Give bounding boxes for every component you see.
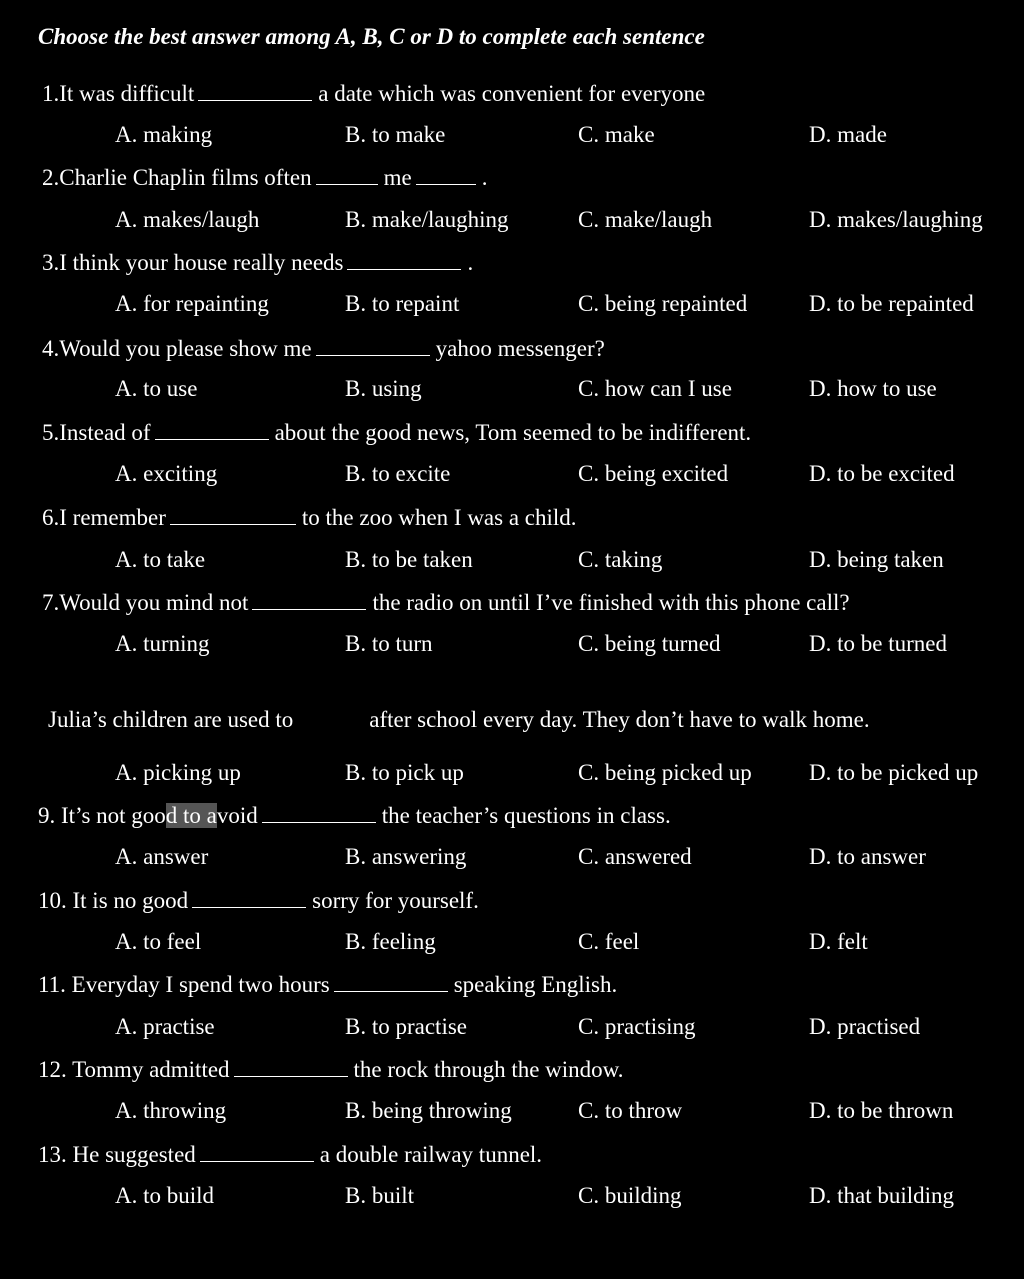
question-text-cont: . (467, 250, 474, 275)
option-c[interactable]: C. being repainted (578, 291, 748, 316)
question-number: 5. (42, 420, 60, 445)
question-text: Charlie Chaplin films often (59, 165, 312, 190)
question-text-cont: the rock through the window. (353, 1057, 624, 1082)
option-c[interactable]: C. practising (578, 1014, 696, 1039)
option-d[interactable]: D. to be excited (809, 461, 955, 486)
question-text: I think your house really needs (59, 250, 344, 275)
option-a[interactable]: A. turning (115, 631, 210, 656)
option-b[interactable]: B. to pick up (345, 760, 464, 785)
option-d[interactable]: D. to be picked up (809, 760, 979, 785)
answer-blank (316, 333, 430, 356)
option-d[interactable]: D. to be turned (809, 631, 947, 656)
question-text: Would you mind not (59, 590, 249, 615)
option-c[interactable]: C. make/laugh (578, 207, 713, 232)
question-text-cont: sorry for yourself. (312, 888, 479, 913)
option-d[interactable]: D. to be repainted (809, 291, 974, 316)
question-text-tail: void (216, 803, 258, 828)
question-number: 11. (38, 972, 66, 997)
question-number: 7. (42, 590, 60, 615)
option-a[interactable]: A. practise (115, 1014, 215, 1039)
option-a[interactable]: A. for repainting (115, 291, 269, 316)
option-a[interactable]: A. throwing (115, 1098, 227, 1123)
answer-blank (155, 417, 269, 440)
option-a[interactable]: A. to use (115, 376, 198, 401)
option-a[interactable]: A. makes/laugh (115, 207, 260, 232)
question-12 (38, 1054, 624, 1085)
option-c[interactable]: C. being excited (578, 461, 729, 486)
option-d[interactable]: D. practised (809, 1014, 921, 1039)
answer-blank (192, 885, 306, 908)
option-b[interactable]: B. being throwing (345, 1098, 512, 1123)
answer-blank (198, 78, 312, 101)
question-1 (42, 78, 705, 109)
option-d[interactable]: D. being taken (809, 547, 944, 572)
question-number: 13. (38, 1142, 67, 1167)
option-b[interactable]: B. to make (345, 122, 446, 147)
option-c[interactable]: C. make (578, 122, 655, 147)
answer-blank (316, 162, 378, 185)
option-c[interactable]: C. how can I use (578, 376, 732, 401)
question-number: 4. (42, 336, 60, 361)
answer-blank (200, 1139, 314, 1162)
question-text-cont: the teacher’s questions in class. (381, 803, 671, 828)
question-5 (42, 417, 751, 448)
option-c[interactable]: C. feel (578, 929, 640, 954)
option-b[interactable]: B. feeling (345, 929, 436, 954)
option-d[interactable]: D. felt (809, 929, 868, 954)
question-8 (48, 705, 870, 735)
option-c[interactable]: C. building (578, 1183, 682, 1208)
question-text: Julia’s children are used to (48, 707, 294, 732)
answer-blank (170, 502, 296, 525)
option-c[interactable]: C. being picked up (578, 760, 752, 785)
question-text: Would you please show me (59, 336, 312, 361)
answer-blank-2 (416, 162, 476, 185)
question-text-cont: yahoo messenger? (435, 336, 605, 361)
question-text-cont: a double railway tunnel. (319, 1142, 543, 1167)
question-number: 1. (42, 81, 60, 106)
question-2 (42, 162, 487, 193)
question-3 (42, 247, 473, 278)
answer-blank (234, 1054, 348, 1077)
question-4 (42, 333, 605, 364)
question-text-end: . (481, 165, 488, 190)
option-b[interactable]: B. built (345, 1183, 415, 1208)
option-d[interactable]: D. to answer (809, 844, 926, 869)
option-d[interactable]: D. made (809, 122, 887, 147)
question-6 (42, 502, 577, 533)
question-9 (38, 800, 671, 831)
question-text-cont: the radio on until I’ve finished with this phone call? (372, 590, 850, 615)
question-number: 6. (42, 505, 60, 530)
question-text: It was difficult (59, 81, 195, 106)
answer-blank (262, 800, 376, 823)
question-number: 2. (42, 165, 60, 190)
option-d[interactable]: D. how to use (809, 376, 937, 401)
question-11 (38, 969, 617, 1000)
option-c[interactable]: C. to throw (578, 1098, 683, 1123)
question-text-cont: a date which was convenient for everyone (318, 81, 706, 106)
instruction-heading: Choose the best answer among A, B, C or D to complete each sentence (38, 24, 705, 49)
answer-blank (252, 587, 366, 610)
question-text: I remember (59, 505, 166, 530)
option-b[interactable]: B. to be taken (345, 547, 473, 572)
option-b[interactable]: B. make/laughing (345, 207, 509, 232)
question-text-cont: to the zoo when I was a child. (301, 505, 577, 530)
option-b[interactable]: B. to turn (345, 631, 433, 656)
option-a[interactable]: A. to build (115, 1183, 215, 1208)
option-b[interactable]: B. to repaint (345, 291, 460, 316)
question-number: 12. (38, 1057, 67, 1082)
answer-blank (347, 247, 461, 270)
option-c[interactable]: C. answered (578, 844, 692, 869)
question-text-cont: about the good news, Tom seemed to be indifferent. (274, 420, 752, 445)
option-c[interactable]: C. being turned (578, 631, 721, 656)
question-7 (42, 587, 850, 618)
option-d[interactable]: D. to be thrown (809, 1098, 954, 1123)
answer-blank (334, 969, 448, 992)
option-a[interactable]: A. to take (115, 547, 206, 572)
question-text: It is no good (72, 888, 189, 913)
option-a[interactable]: A. making (115, 122, 213, 147)
option-a[interactable]: A. exciting (115, 461, 218, 486)
question-number: 3. (42, 250, 60, 275)
option-a[interactable]: A. to feel (115, 929, 202, 954)
option-a[interactable]: A. picking up (115, 760, 241, 785)
question-10 (38, 885, 479, 916)
question-text: Tommy admitted (72, 1057, 230, 1082)
question-text-cont: after school every day. They don’t have to walk home. (369, 707, 870, 732)
option-b[interactable]: B. to practise (345, 1014, 467, 1039)
option-b[interactable]: B. answering (345, 844, 467, 869)
option-b[interactable]: B. using (345, 376, 422, 401)
question-number: 9. (38, 803, 56, 828)
option-d[interactable]: D. that building (809, 1183, 955, 1208)
question-number: 10. (38, 888, 67, 913)
question-text-cont: speaking English. (453, 972, 618, 997)
option-a[interactable]: A. answer (115, 844, 209, 869)
question-13 (38, 1139, 542, 1170)
question-text: Instead of (59, 420, 151, 445)
question-text: It’s not goo (61, 803, 166, 828)
question-text: Everyday I spend two hours (71, 972, 330, 997)
text-selection-highlight: d to a (165, 803, 217, 828)
option-d[interactable]: D. makes/laughing (809, 207, 983, 232)
question-text: He suggested (72, 1142, 196, 1167)
question-text-cont: me (383, 165, 412, 190)
option-b[interactable]: B. to excite (345, 461, 451, 486)
option-c[interactable]: C. taking (578, 547, 663, 572)
